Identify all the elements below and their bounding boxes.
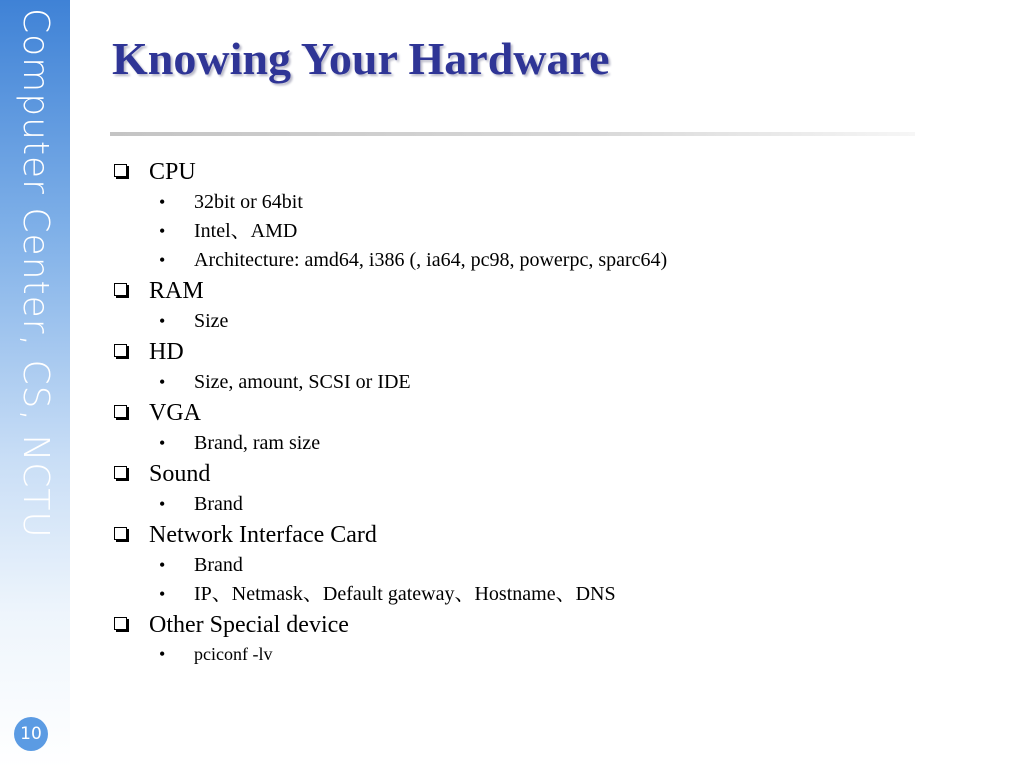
bullet-icon: • bbox=[159, 221, 166, 241]
bullet-icon: • bbox=[159, 250, 166, 270]
bullet-icon: • bbox=[159, 494, 166, 514]
bullet-icon: • bbox=[159, 433, 166, 453]
checkbox-bullet-icon bbox=[114, 405, 127, 418]
slide-title: Knowing Your Hardware bbox=[112, 33, 610, 84]
bullet-icon: • bbox=[159, 584, 166, 604]
sidebar bbox=[0, 0, 70, 768]
sidebar-label: Computer Center, CS, NCTU bbox=[15, 8, 56, 539]
checkbox-bullet-icon bbox=[114, 527, 127, 540]
checkbox-bullet-icon bbox=[114, 283, 127, 296]
checkbox-bullet-icon bbox=[114, 164, 127, 177]
checkbox-bullet-icon bbox=[114, 617, 127, 630]
page-number: 10 bbox=[14, 717, 48, 751]
bullet-icon: • bbox=[159, 192, 166, 212]
bullet-icon: • bbox=[159, 311, 166, 331]
checkbox-bullet-icon bbox=[114, 344, 127, 357]
bullet-icon: • bbox=[159, 372, 166, 392]
bullet-icon: • bbox=[159, 555, 166, 575]
slide-content: CPU • 32bit or 64bit • Intel、AMD • Architecture: amd64, i386 (, ia64, pc98, powerpc, sparc64) RAM • Size HD • Size, amount, SCSI or IDE VGA • Brand, ram size Sound • Brand Network Interface Card • Brand • IP、Netmask、Default gateway、Hostname、DNS Other Special device • pciconf -lv bbox=[112, 0, 912, 768]
bullet-icon: • bbox=[159, 644, 166, 664]
checkbox-bullet-icon bbox=[114, 466, 127, 479]
